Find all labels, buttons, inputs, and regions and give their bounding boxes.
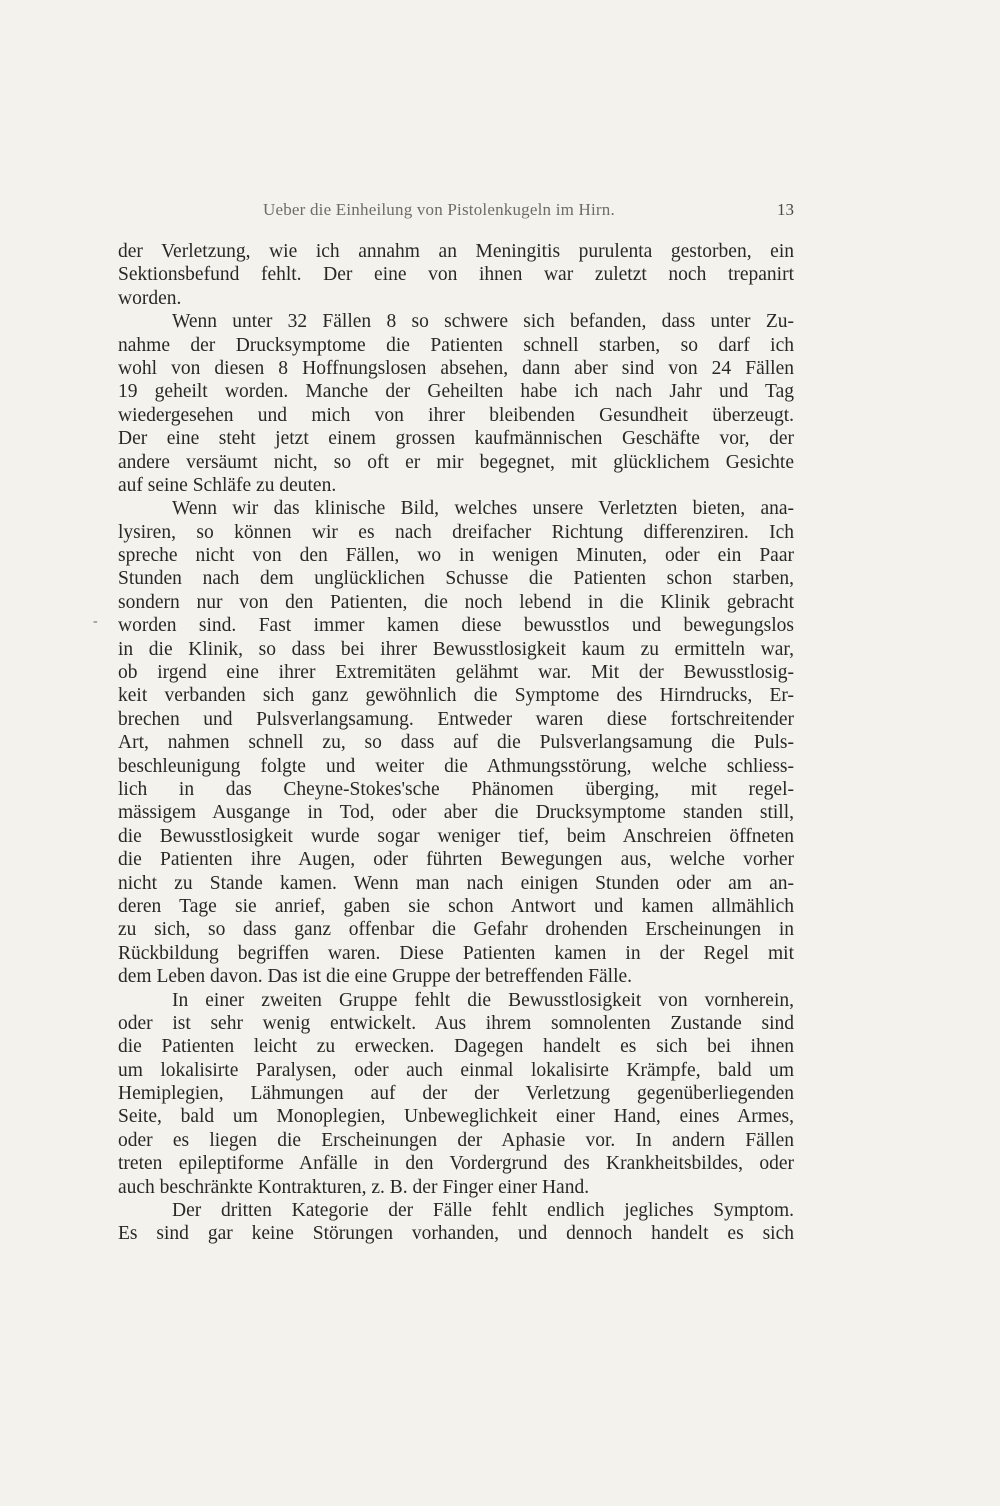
text-line: nicht zu Stande kamen. Wenn man nach einigen Stunden oder am an- bbox=[118, 872, 794, 894]
text-line: Rückbildung begriffen waren. Diese Patienten kamen in der Regel mit bbox=[118, 942, 794, 964]
text-line: Stunden nach dem unglücklichen Schusse die Patienten schon starben, bbox=[118, 568, 794, 590]
text-line: Seite, bald um Monoplegien, Unbeweglichkeit einer Hand, eines Armes, bbox=[118, 1106, 794, 1128]
text-line: oder es liegen die Erscheinungen der Aphasie vor. In andern Fällen bbox=[118, 1129, 794, 1151]
paragraph-start-line: Der dritten Kategorie der Fälle fehlt endlich jegliches Symptom. bbox=[172, 1200, 794, 1222]
text-line: nahme der Drucksymptome die Patienten schnell starben, so darf ich bbox=[118, 334, 794, 356]
text-line: dem Leben davon. Das ist die eine Gruppe der betreffenden Fälle. bbox=[118, 966, 633, 988]
text-line: zu sich, so dass ganz offenbar die Gefahr drohenden Erscheinungen in bbox=[118, 919, 794, 941]
text-line: um lokalisirte Paralysen, oder auch einmal lokalisirte Krämpfe, bald um bbox=[118, 1059, 794, 1081]
page-number: 13 bbox=[777, 200, 794, 219]
text-line: Der eine steht jetzt einem grossen kaufmännischen Geschäfte vor, der bbox=[118, 428, 794, 450]
text-line: die Patienten ihre Augen, oder führten Bewegungen aus, welche vorher bbox=[118, 849, 794, 871]
text-line: beschleunigung folgte und weiter die Athmungsstörung, welche schliess- bbox=[118, 755, 794, 777]
body-text bbox=[118, 240, 794, 1246]
text-line: worden sind. Fast immer kamen diese bewusstlos und bewegungslos bbox=[118, 615, 794, 637]
text-line: worden. bbox=[118, 287, 182, 309]
text-line: 19 geheilt worden. Manche der Geheilten habe ich nach Jahr und Tag bbox=[118, 381, 794, 403]
text-line: die Bewusstlosigkeit wurde sogar weniger tief, beim Anschreien öffneten bbox=[118, 825, 794, 847]
text-line: ob irgend eine ihrer Extremitäten gelähmt war. Mit der Bewusstlosig- bbox=[118, 662, 794, 684]
text-line: oder ist sehr wenig entwickelt. Aus ihrem somnolenten Zustande sind bbox=[118, 1012, 794, 1034]
text-line: keit verbanden sich ganz gewöhnlich die Symptome des Hirndrucks, Er- bbox=[118, 685, 794, 707]
margin-mark: - bbox=[93, 614, 98, 629]
text-line: spreche nicht von den Fällen, wo in wenigen Minuten, oder ein Paar bbox=[118, 545, 794, 567]
text-line: Sektionsbefund fehlt. Der eine von ihnen war zuletzt noch trepanirt bbox=[118, 264, 794, 286]
text-line: auch beschränkte Kontrakturen, z. B. der Finger einer Hand. bbox=[118, 1176, 590, 1198]
text-line: andere versäumt nicht, so oft er mir begegnet, mit glücklichem Gesichte bbox=[118, 451, 794, 473]
text-line: Hemiplegien, Lähmungen auf der der Verletzung gegenüberliegenden bbox=[118, 1083, 794, 1105]
running-title: Ueber die Einheilung von Pistolenkugeln im Hirn. bbox=[263, 200, 615, 219]
text-line: treten epileptiforme Anfälle in den Vordergrund des Krankheitsbildes, oder bbox=[118, 1153, 794, 1175]
paragraph-start-line: Wenn wir das klinische Bild, welches unsere Verletzten bieten, ana- bbox=[172, 498, 794, 520]
text-line: Art, nahmen schnell zu, so dass auf die Pulsverlangsamung die Puls- bbox=[118, 732, 794, 754]
text-line: Es sind gar keine Störungen vorhanden, und dennoch handelt es sich bbox=[118, 1223, 794, 1245]
text-line: wohl von diesen 8 Hoffnungslosen absehen, dann aber sind von 24 Fällen bbox=[118, 357, 794, 379]
text-line: auf seine Schläfe zu deuten. bbox=[118, 474, 337, 496]
paragraph-start-line: In einer zweiten Gruppe fehlt die Bewusstlosigkeit von vornherein, bbox=[172, 989, 794, 1011]
text-line: der Verletzung, wie ich annahm an Meningitis purulenta gestorben, ein bbox=[118, 241, 794, 262]
paragraph-start-line: Wenn unter 32 Fällen 8 so schwere sich befanden, dass unter Zu- bbox=[172, 311, 794, 333]
text-line: in die Klinik, so dass bei ihrer Bewusstlosigkeit kaum zu ermitteln war, bbox=[118, 638, 794, 660]
text-line: lich in das Cheyne-Stokes'sche Phänomen überging, mit regel- bbox=[118, 778, 794, 800]
text-line: wiedergesehen und mich von ihrer bleibenden Gesundheit überzeugt. bbox=[118, 404, 794, 426]
text-line: die Patienten leicht zu erwecken. Dagegen handelt es sich bei ihnen bbox=[118, 1036, 794, 1058]
text-line: lysiren, so können wir es nach dreifacher Richtung differenziren. Ich bbox=[118, 521, 794, 543]
text-line: sondern nur von den Patienten, die noch lebend in die Klinik gebracht bbox=[118, 591, 794, 613]
running-header bbox=[118, 200, 794, 224]
text-line: deren Tage sie anrief, gaben sie schon Antwort und kamen allmählich bbox=[118, 895, 794, 917]
text-line: mässigem Ausgange in Tod, oder aber die Drucksymptome standen still, bbox=[118, 802, 794, 824]
text-line: brechen und Pulsverlangsamung. Entweder waren diese fortschreitender bbox=[118, 708, 794, 730]
